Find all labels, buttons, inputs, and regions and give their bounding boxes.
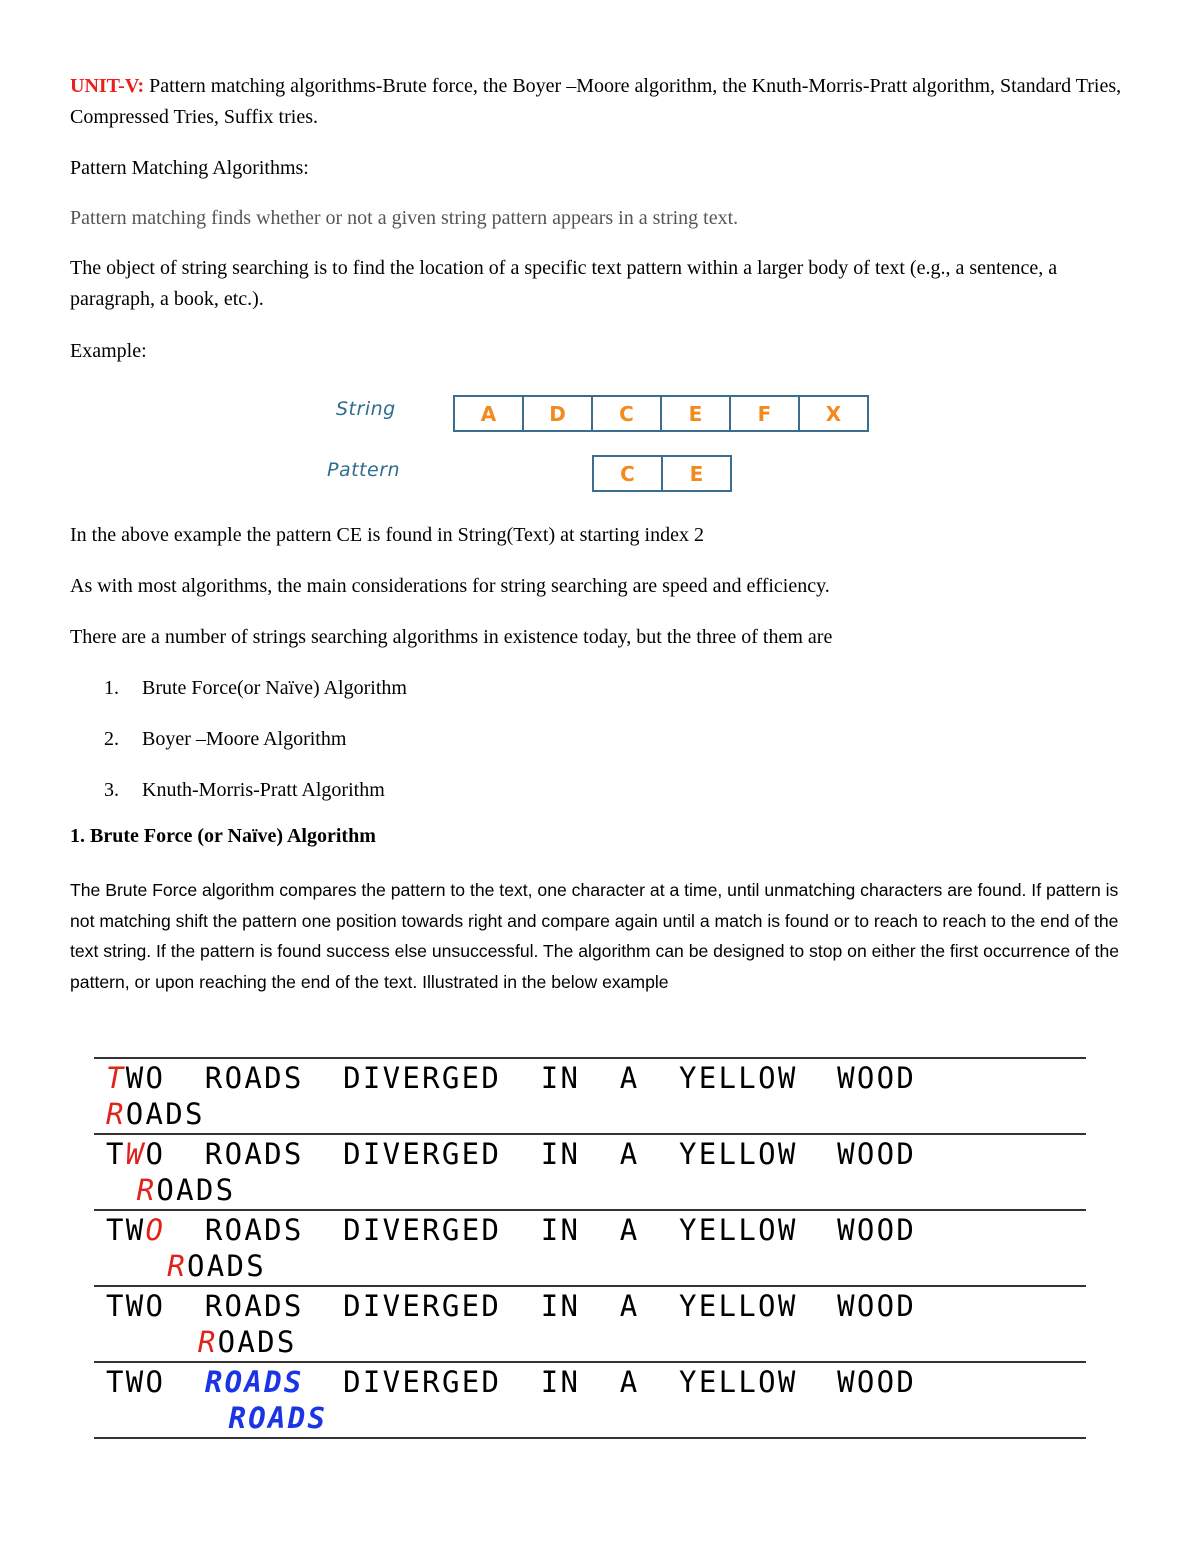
text-line: TWO ROADS DIVERGED IN A YELLOW WOOD [106, 1289, 917, 1323]
compared-char: ROADS [204, 1365, 304, 1399]
compared-char: W [125, 1137, 146, 1171]
unit-text: Pattern matching algorithms-Brute force, the Boyer –Moore algorithm, the Knuth-Morris-Pratt algorithm, Standard Tries, Compressed Tries, Suffix tries. [70, 75, 1122, 128]
pattern-line: ROADS [106, 1097, 205, 1131]
comparison-row [94, 1057, 1086, 1133]
section-title: Pattern Matching Algorithms: [70, 157, 309, 179]
definition-text: Pattern matching finds whether or not a given string pattern appears in a string text. [70, 207, 739, 229]
pattern-char: R [167, 1249, 187, 1283]
found-text: In the above example the pattern CE is found in String(Text) at starting index 2 [70, 524, 704, 546]
brute-force-illustration [94, 1057, 1086, 1439]
pattern-line: ROADS [197, 1325, 297, 1359]
string-cell: D [524, 397, 593, 430]
comparison-row [94, 1133, 1086, 1209]
comparison-row [94, 1361, 1086, 1439]
text-line: TWO ROADS DIVERGED IN A YELLOW WOOD [106, 1365, 917, 1399]
pattern-line: ROADS [167, 1249, 267, 1283]
pattern-char: R [197, 1325, 218, 1359]
list-item: 3. Knuth-Morris-Pratt Algorithm [104, 779, 385, 801]
text-line: TWO ROADS DIVERGED IN A YELLOW WOOD [106, 1137, 917, 1171]
unit-intro [70, 71, 1140, 133]
pattern-char: R [106, 1097, 126, 1131]
unit-label: UNIT-V: [70, 75, 145, 97]
pattern-line: ROADS [136, 1173, 236, 1207]
considerations-text: As with most algorithms, the main considerations for string searching are speed and efficiency. [70, 575, 830, 597]
string-cell: C [593, 397, 662, 430]
string-cell: A [455, 397, 524, 430]
string-cell: X [825, 401, 842, 426]
example-label: Example: [70, 340, 147, 362]
comparison-row [94, 1285, 1086, 1361]
pattern-char: R [136, 1173, 157, 1207]
pattern-cells [592, 455, 732, 492]
object-text: The object of string searching is to find the location of a specific text pattern within a larger body of text (e.g., a sentence, a paragraph, a book, etc.). [70, 257, 1058, 310]
pattern-char: ROADS [228, 1401, 328, 1435]
brute-force-heading: 1. Brute Force (or Naïve) Algorithm [70, 825, 376, 847]
text-line: TWO ROADS DIVERGED IN A YELLOW WOOD [106, 1061, 917, 1095]
string-cells [453, 395, 869, 432]
string-cell: F [731, 397, 800, 430]
pattern-label: Pattern [327, 459, 401, 481]
string-cell: E [662, 397, 731, 430]
list-item: 1. Brute Force(or Naïve) Algorithm [104, 677, 407, 699]
compared-char: O [145, 1213, 166, 1247]
string-label: String [336, 398, 396, 420]
pattern-cell: C [594, 457, 663, 490]
algorithms-intro-text: There are a number of strings searching algorithms in existence today, but the three of them are [70, 626, 833, 648]
comparison-row [94, 1209, 1086, 1285]
list-item: 2. Boyer –Moore Algorithm [104, 728, 347, 750]
pattern-line [228, 1400, 327, 1436]
compared-char: T [106, 1061, 126, 1095]
brute-force-description: The Brute Force algorithm compares the pattern to the text, one character at a time, until unmatching characters are found. If pattern is not matching shift the pattern one position towards right and compare again until a match is found or to reach to reach to the end of the text string. If the pattern is found success else unsuccessful. The algorithm can be designed to stop on either the first occurrence of the pattern, or upon reaching the end of the text. Illustrated in the below example [70, 880, 1120, 992]
text-line: TWO ROADS DIVERGED IN A YELLOW WOOD [106, 1213, 917, 1247]
pattern-cell: E [689, 461, 704, 486]
